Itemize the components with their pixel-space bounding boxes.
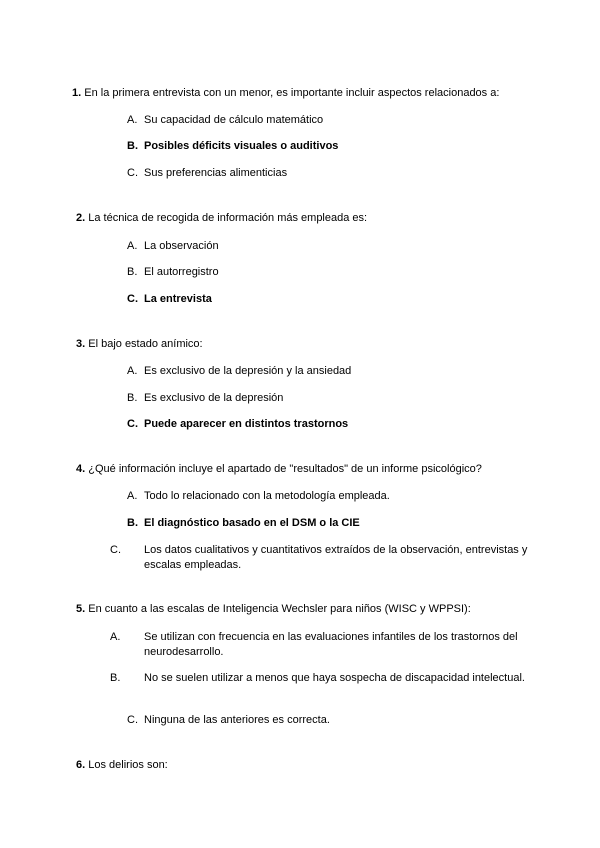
question-text: La técnica de recogida de información más empleada es: — [88, 212, 368, 224]
question-text: Los delirios son: — [88, 759, 168, 771]
question-3-option-a — [127, 364, 527, 379]
option-letter: C. — [127, 167, 138, 179]
option-letter: C. — [127, 714, 138, 726]
option-text: Ninguna de las anteriores es correcta. — [144, 714, 330, 726]
question-number: 4. — [76, 463, 86, 475]
question-2-option-a — [127, 239, 527, 254]
option-letter: B. — [127, 517, 138, 529]
question-text: En cuanto a las escalas de Inteligencia Wechsler para niños (WISC y WPPSI): — [88, 603, 471, 615]
question-1-option-b — [127, 139, 527, 154]
option-letter: A. — [127, 240, 138, 252]
question-1-option-a — [127, 113, 527, 128]
question-3-option-b — [127, 391, 527, 406]
question-4-option-c — [110, 543, 544, 573]
question-number: 3. — [76, 338, 86, 350]
option-text: Los datos cualitativos y cuantitativos extraídos de la observación, entrevistas y escalas empleadas. — [144, 544, 528, 571]
option-text: Es exclusivo de la depresión — [144, 392, 284, 404]
option-text: Es exclusivo de la depresión y la ansiedad — [144, 365, 352, 377]
question-5-stem — [76, 602, 471, 616]
question-2-option-c — [127, 292, 527, 307]
option-letter: A. — [127, 114, 138, 126]
question-5-option-b — [110, 671, 544, 686]
question-5-option-a — [110, 630, 544, 660]
option-text: Posibles déficits visuales o auditivos — [144, 140, 339, 152]
option-letter: A. — [127, 490, 138, 502]
question-number: 2. — [76, 212, 86, 224]
question-number: 1. — [72, 87, 82, 99]
question-5-option-c — [127, 713, 527, 728]
question-3-option-c — [127, 417, 527, 432]
option-letter: B. — [127, 140, 138, 152]
question-3-stem — [76, 337, 203, 351]
question-text: En la primera entrevista con un menor, es importante incluir aspectos relacionados a: — [84, 87, 500, 99]
question-number: 6. — [76, 759, 86, 771]
option-letter: C. — [127, 293, 138, 305]
option-text: La entrevista — [144, 293, 212, 305]
question-text: El bajo estado anímico: — [88, 338, 203, 350]
question-1-stem — [72, 86, 499, 100]
option-letter: A. — [127, 365, 138, 377]
question-2-option-b — [127, 265, 527, 280]
option-letter: C. — [110, 544, 121, 556]
option-letter: B. — [127, 266, 138, 278]
question-1-option-c — [127, 166, 527, 181]
question-text: ¿Qué información incluye el apartado de "resultados" de un informe psicológico? — [88, 463, 482, 475]
option-text: Sus preferencias alimenticias — [144, 167, 288, 179]
option-letter: B. — [110, 672, 121, 684]
question-4-option-b — [127, 516, 527, 531]
option-text: El diagnóstico basado en el DSM o la CIE — [144, 517, 360, 529]
option-text: Todo lo relacionado con la metodología empleada. — [144, 490, 390, 502]
option-text: La observación — [144, 240, 219, 252]
option-text: Se utilizan con frecuencia en las evaluaciones infantiles de los trastornos del neurodesarrollo. — [144, 631, 518, 658]
question-number: 5. — [76, 603, 86, 615]
option-letter: C. — [127, 418, 138, 430]
option-letter: B. — [127, 392, 138, 404]
option-text: Puede aparecer en distintos trastornos — [144, 418, 349, 430]
option-letter: A. — [110, 631, 121, 643]
option-text: El autorregistro — [144, 266, 219, 278]
question-4-option-a — [127, 489, 527, 504]
question-6-stem — [76, 758, 168, 772]
option-text: No se suelen utilizar a menos que haya sospecha de discapacidad intelectual. — [144, 672, 525, 684]
option-text: Su capacidad de cálculo matemático — [144, 114, 324, 126]
question-4-stem — [76, 462, 482, 476]
question-2-stem — [76, 211, 367, 225]
